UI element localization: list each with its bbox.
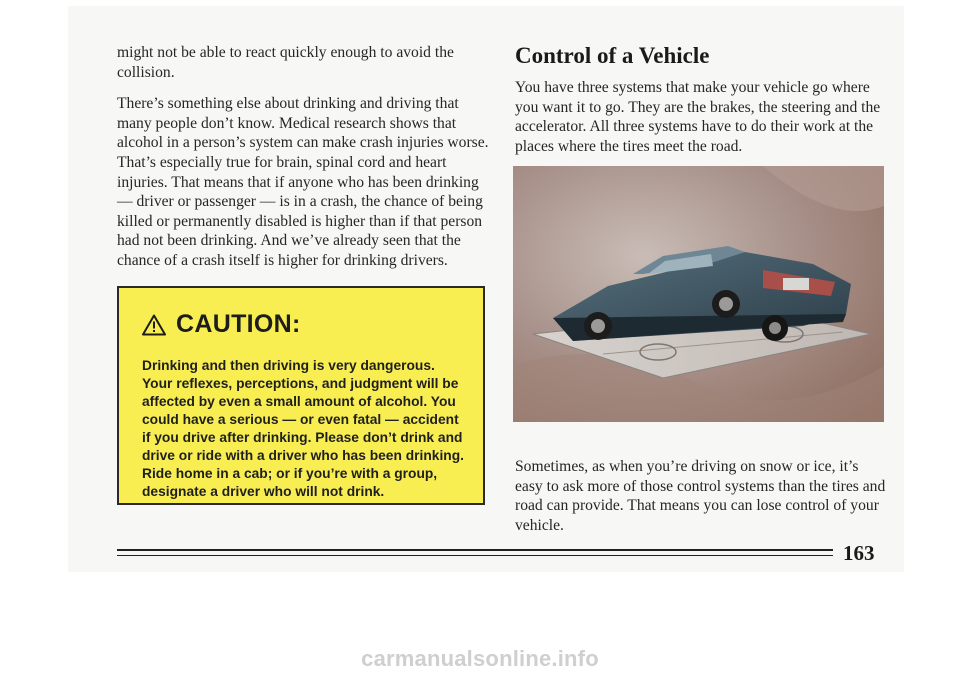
section-title: Control of a Vehicle: [515, 43, 710, 68]
page-number: 163: [843, 541, 875, 565]
watermark: carmanualsonline.info: [361, 646, 599, 671]
bottom-paragraph-container: [515, 457, 890, 547]
paragraph-control-intro: You have three systems that make your vehicle go where you want it to go. They are the brakes, the steering and the accelerator. All three systems have to do their work at the places where the tires meet the road.: [515, 79, 881, 155]
right-column: [515, 43, 890, 168]
paragraph-collision: might not be able to react quickly enough to avoid the collision.: [117, 44, 454, 81]
paragraph-lose-control: Sometimes, as when you’re driving on snow or ice, it’s easy to ask more of those control systems than the tires and road can provide. That means you can lose control of your vehicle.: [515, 458, 886, 534]
footer-rule-thick: [117, 549, 833, 551]
vehicle-illustration: [513, 166, 884, 422]
footer-rule-thin: [117, 555, 833, 556]
warning-triangle-icon: [142, 314, 166, 336]
caution-title: CAUTION:: [176, 310, 301, 338]
left-column: [117, 43, 489, 283]
caution-text: Drinking and then driving is very dangerous. Your reflexes, perceptions, and judgment will be affected by even a small amount of alcohol. You could have a serious — or even fatal — accident if you drive after drinking. Please don’t drink and drive or ride with a driver who has been drinking. Ride home in a cab; or if you’re with a group, designate a driver who will not drink.: [142, 358, 464, 499]
caution-box: [117, 286, 485, 505]
paragraph-drinking-injuries: There’s something else about drinking and driving that many people don’t know. Medical research shows that alcohol in a person’s system can make crash injuries worse. That’s especially true for brain, spinal cord and heart injuries. That means that if anyone who has been drinking — driver or passenger — is in a crash, the chance of being killed or permanently disabled is higher than if that person had not been drinking. And we’ve already seen that the chance of a crash itself is higher for drinking drivers.: [117, 95, 489, 269]
caution-header: [142, 310, 465, 339]
car-on-road-illustration: [513, 166, 884, 422]
